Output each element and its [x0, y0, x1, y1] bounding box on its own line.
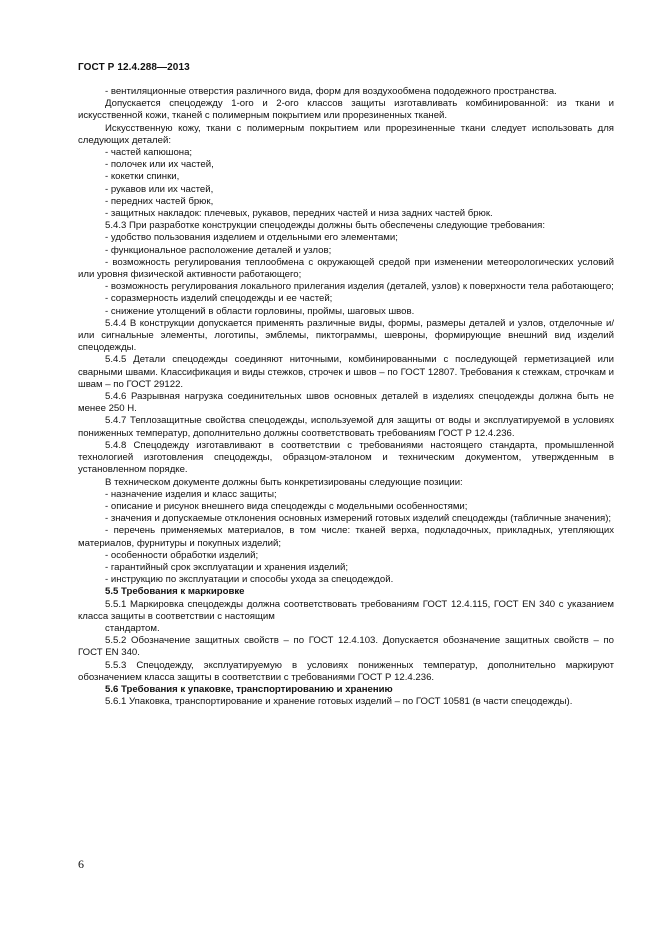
paragraph: 5.5.1 Маркировка спецодежды должна соответствовать требованиям ГОСТ 12.4.115, ГОСТ EN 340 с указанием класса защиты в соответствии с настоящим: [78, 598, 614, 622]
list-item: - соразмерность изделий спецодежды и ее частей;: [105, 293, 333, 305]
paragraph: 5.5.2 Обозначение защитных свойств – по ГОСТ 12.4.103. Допускается обозначение защитных свойств – по ГОСТ EN 340.: [78, 635, 614, 659]
paragraph: 5.6.1 Упаковка, транспортирование и хранение готовых изделий – по ГОСТ 10581 (в части спецодежды).: [105, 696, 573, 708]
list-item: - перечень применяемых материалов, в том числе: тканей верха, подкладочных, прикладных, утепляющих материалов, фурнитуры и покупных изделий;: [78, 525, 614, 549]
section-heading: 5.6 Требования к упаковке, транспортированию и хранению: [105, 683, 393, 695]
list-item: - рукавов или их частей,: [105, 183, 214, 195]
list-item: - возможность регулирования теплообмена с окружающей средой при изменении метеорологических условий или уровня физической активности работающего;: [78, 256, 614, 281]
list-item: - снижение утолщений в области горловины, проймы, шаговых швов.: [105, 305, 415, 317]
list-item: - кокетки спинки,: [105, 171, 180, 183]
paragraph: 5.4.7 Теплозащитные свойства спецодежды, используемой для защиты от воды и эксплуатируемой в условиях пониженных температур, дополнительно должны соответствовать требованиям ГОСТ Р 12.4.236.: [78, 415, 614, 439]
list-item: - особенности обработки изделий;: [105, 549, 259, 561]
paragraph: 5.4.3 При разработке конструкции спецодежды должны быть обеспечены следующие требования:: [105, 220, 545, 232]
list-item: - вентиляционные отверстия различного вида, форм для воздухообмена пододежного пространства.: [105, 86, 557, 97]
paragraph: 5.5.3 Спецодежду, эксплуатируемую в условиях пониженных температур, дополнительно маркируют обозначением класса защиты в соответствии с требованиями ГОСТ Р 12.4.236.: [78, 659, 614, 683]
paragraph: 5.4.5 Детали спецодежды соединяют ниточными, комбинированными с последующей герметизацией или сварными швами. Классификация и виды стежков, строчек и швов – по ГОСТ 12807. Требования к стежкам, строчкам и швам – по ГОСТ 29122.: [78, 354, 614, 390]
paragraph: Допускается спецодежду 1-ого и 2-ого классов защиты изготавливать комбинированной: из ткани и искусственной кожи, тканей с полимерным покрытием или прорезиненных тканей.: [78, 98, 614, 122]
page-number: 6: [78, 857, 84, 871]
paragraph: стандартом.: [105, 622, 160, 634]
paragraph: В техническом документе должны быть конкретизированы следующие позиции:: [105, 476, 463, 488]
list-item: - частей капюшона;: [105, 147, 193, 159]
list-item: - назначение изделия и класс защиты;: [105, 488, 277, 500]
paragraph: Искусственную кожу, ткани с полимерным покрытием или прорезиненные ткани следует использовать для следующих деталей:: [78, 122, 614, 146]
document-body: [78, 86, 614, 708]
document-header: ГОСТ Р 12.4.288—2013: [78, 62, 190, 73]
list-item: - значения и допускаемые отклонения основных измерений готовых изделий спецодежды (табличные значения);: [105, 513, 612, 525]
list-item: - гарантийный срок эксплуатации и хранения изделий;: [105, 561, 349, 573]
list-item: - передних частей брюк,: [105, 195, 214, 207]
list-item: - возможность регулирования локального прилегания изделия (деталей, узлов) к поверхности тела работающего;: [105, 281, 614, 293]
list-item: - защитных накладок: плечевых, рукавов, передних частей и низа задних частей брюк.: [105, 208, 493, 220]
list-item: - удобство пользования изделием и отдельными его элементами;: [105, 232, 398, 244]
paragraph: 5.4.6 Разрывная нагрузка соединительных швов основных деталей в изделиях спецодежды должна быть не менее 250 Н.: [78, 391, 614, 415]
paragraph: 5.4.8 Спецодежду изготавливают в соответствии с требованиями настоящего стандарта, промышленной технологией изготовления спецодежды, образцом-эталоном и техническим документом, утвержденным в установленном порядке.: [78, 439, 614, 476]
list-item: - описание и рисунок внешнего вида спецодежды с модельными особенностями;: [105, 500, 468, 512]
section-heading: 5.5 Требования к маркировке: [105, 586, 245, 598]
list-item: - функциональное расположение деталей и узлов;: [105, 244, 332, 256]
list-item: - инструкцию по эксплуатации и способы ухода за спецодеждой.: [105, 574, 394, 586]
paragraph: 5.4.4 В конструкции допускается применять различные виды, формы, размеры деталей и узлов, отделочные и/или сигнальные элементы, логотипы, эмблемы, пиктограммы, шевроны, формирующие внешний вид изделий спецодежды.: [78, 317, 614, 354]
list-item: - полочек или их частей,: [105, 159, 214, 171]
